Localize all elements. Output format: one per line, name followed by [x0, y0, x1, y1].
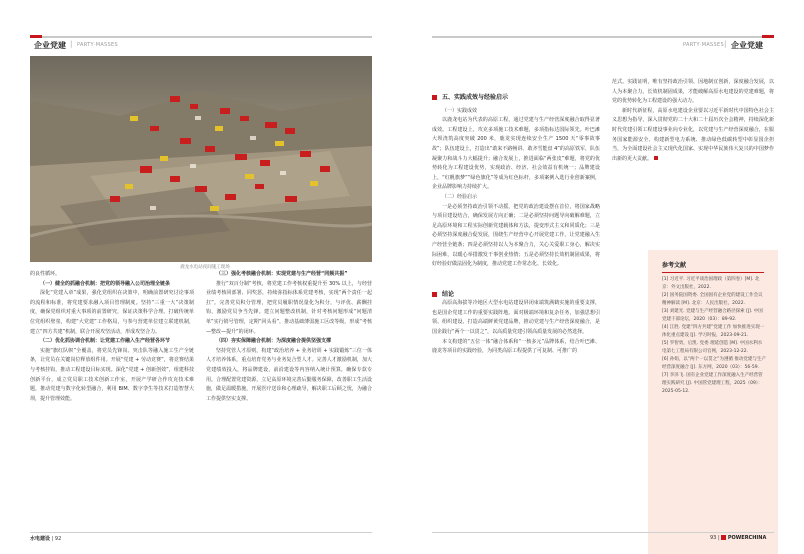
footer-left	[30, 535, 61, 542]
references-box	[648, 250, 778, 554]
right-sub-1: （一）实践成效	[442, 107, 478, 114]
reference-item: [4] 江胜. 党建“四方共建”党建工作 加快推进实现一体化重点建设 [J]. 学习时报，2023-09-21.	[662, 325, 765, 338]
footer-left-sep: |	[51, 536, 55, 542]
reference-item: [6] 孙娟，以“两个一以贯之”为遵循 推动党建与生产经营深度融合 [J]. 东方网，2020（03）：56-59.	[662, 357, 766, 370]
section-marker-icon	[432, 95, 437, 100]
reference-item: [5] 罗智勇，后凯. 党委 理延创造 [M]. 中国水利水电第七工程局有限公司官网，2023-12-22.	[662, 341, 763, 354]
middle-text-column	[206, 270, 372, 404]
references-list	[662, 276, 766, 396]
left-heading-1: （一）健全的抓融合机制：把党的领导融入公司治理全链条	[40, 280, 171, 287]
footer-right-sep: |	[717, 535, 722, 541]
footer-right	[710, 535, 766, 541]
left-para-2: 深化“党建入章”成果，强化党组织在决策中，明确前置研究讨论事项的流程和标准，将党建要求融入项目管理制度。坚持“三重一大”决策制度，确保党组织对重大事项的前置研究，保证决策科学合理。打破传统单位党组织壁垒，构建“大党建”工作格局，与参与营建单位建立联建机制，建立“四方共建”机制，联合开展攻坚活动，形成攻坚合力。	[30, 290, 194, 335]
mid-para-1: 推行“双百分制”考核，将党建工作考核权重提升至 30% 以上，与经营业绩考核同部署、同奖惩，持续弥指标体系党建考核，实现“两个责任一起扛”。完善党员积分管理，把党员履职情况量化为积分，与评优、薪酬挂钩，激励党员争当先锋。建立问题整改机制，针对考核问题形成“问题清单”实行销号管理，定期“回头看”，推动基础薄弱施工区改等级，形成“考核—整改—提升”的闭环。	[206, 280, 372, 335]
header-right-red-bar	[762, 35, 774, 38]
footer-left-brand: 水电建设	[30, 536, 51, 542]
right-sub-2: （二）经验启示	[442, 193, 478, 200]
reference-item: [2] 国务院国资委. 全国国有企业党的建设工作会议精神解读 [M]. 北京：人民出版社，2022.	[662, 293, 763, 306]
mid-heading-1: （三）强化考核融合机制：实现党建与生产经营“同频共振”	[216, 271, 348, 277]
references-title: 参考文献	[662, 262, 687, 269]
left-heading-2: （二）优化抓协调合机制：让党建工作融入生产经营各环节	[40, 338, 171, 345]
header-left-grey-bar	[42, 36, 372, 38]
header-right-divider: |	[724, 40, 727, 48]
section-5-title: 五、实践成效与经验启示	[442, 94, 509, 101]
footer-left-line	[30, 532, 372, 533]
powerchina-logo-icon	[721, 535, 726, 540]
section-5-heading	[432, 93, 600, 103]
far-para-1: 范式。实践证明，唯有坚持政治引领、因地制宜创新，深度融合发展，以人为本聚合力，长效机制固成果，才能破解高原水电建设的党建难题，将党的优势转化为工程建设的强大动力。	[612, 79, 774, 105]
right-para-3: 高原高海拔等冷地区大型水电站建设屏闭束端筑满鹤实施的重要支撑，也是国企党建工作的重要实践阵地。面对极端环境和复杂任务，加强思想引领、组织建设、打造高端鲜黄党建品牌，推动党建与生产经营深度融合，是国企践行“两个一以贯之”，以高质量党建引领高质量发展的必然选择。	[432, 300, 600, 336]
footer-right-line	[432, 532, 774, 533]
construction-site-photo	[30, 56, 372, 262]
footer-right-brand: POWERCHINA	[727, 535, 767, 541]
header-left-title: 企业党建	[34, 41, 66, 50]
header-left-red-bar	[30, 35, 42, 38]
right-text-column	[432, 93, 600, 357]
reference-item: [1] 习近平. 习近平谈治国理政（第四卷）[M]. 北京：外文出版社，2022.	[662, 277, 760, 290]
right-para-2: 一是必须坚持政治引领不动摇，把党的政治建设摆在首位，将国家战略与项目建设结合，确保发展方向正确；二是必须坚持问题导向破解难题，立足高原环境和工程实际创新党建载体和方法，提变形式主义和同质化；三是必须坚持深度融合促发展，围绕生产经营中心开展党建工作，让党建融入生产经营全链条；四是必须坚持以人为本聚合力，关心关爱职工身心，解决实际困难，以暖心举措激发干事创业热情；五是必须坚持长效机制固成果，将好经验好做法固化为制度，推动党建工作常态化、长效化。	[432, 203, 600, 268]
end-mark-icon	[654, 156, 658, 160]
mid-para-2: 坚持党管人才原则，构建“政治培养 + 业务培训 + 实践锻炼”三位一体人才培养体系，重点培育党务与业务复合型人才。完善人才激励机制，加大党建绩效投入，将品牌建设，前沿建设等内容纳入统计预算，确保专款专用。合理配置党建资源，立足高原环境完善后勤服务保障，改善职工生活设施，做足温暖措施，开展医疗送诊和心理疏导，解决职工后顾之忧，为融合工作提供坚实支撑。	[206, 347, 372, 402]
photo-caption: 鹿龙水电站夜间施工现场	[180, 265, 230, 270]
conclusion-title: 结论	[442, 290, 455, 298]
conclusion-heading	[432, 290, 600, 300]
header-left-divider: |	[70, 40, 73, 48]
section-marker-icon	[432, 292, 437, 297]
left-para-1: 的良性循环。	[30, 271, 61, 277]
mid-heading-2: （四）夯实保障融合机制：为深度融合提供坚强支撑	[216, 338, 332, 345]
far-para-2-text: 新时代新征程，高原水电建设企业要以习近平新时代中国特色社会主义思想为指导，深入贯彻党的二十大和二十届历次全会精神，持续深化新时代党建引领工程建设事业向专业化，以党建与生产经营深度融合，在服务国家能源安全、构建新型电力系统、推动绿色低碳转型中彰显国企担当，为全面建设社会主义现代化国家、实现中华民族伟大复兴的中国梦作出新的更大贡献。	[612, 107, 774, 162]
far-right-text-column	[612, 78, 774, 164]
header-right-subtitle: PARTY·MASSES	[683, 42, 724, 48]
far-para-2	[612, 107, 774, 165]
references-divider	[662, 272, 764, 273]
header-right-title: 企业党建	[731, 41, 763, 50]
footer-left-page: 92	[54, 536, 62, 542]
reference-item: [7] 李泽飞. 国有企业党建工作深度融入生产经营管理实践研究 [J]. 中国管党建理工程，2025（09）：2025-05-12.	[662, 373, 763, 394]
right-para-4: 本文构建的“五位一体”融合体系和“一核多元”品牌体系，结合叶巴滩、鹿龙等项目的实践经验，为同类高原工程提供了可复制、可推广的	[432, 338, 600, 355]
footer-right-page: 93	[710, 535, 717, 541]
right-para-1: 以鹿龙电站为代表的高原工程，通过党建与生产经营深度融合取得显著成效。工程建设上，攻克多项施工技术难题，多项指标达国际领先。叶巴滩大坝浇筑高度突破 200 米，鹿龙实现连续安全生产 1500 天“零事故事故”；队伍建设上，打造出“敢来不路畅讲、敢齐雪能盘 4”的高原铁军，队伍凝聚力和战斗力大幅提升；融合发展上，推进面临“两张皮”难题，将党的优势转化为工程建设优势，实现政治、经济、社会效益有机统一；品牌建设上，“红帆旗梦”“绿色旗化”等成为红色标杆，多项案例入选行业创新案例，企业品牌影响力持续扩大。	[432, 117, 600, 191]
reference-item: [3] 刘建光. 党建与生产经营融合路径探索 [J]. 中国党建干部论坛，2020（03）：89-92.	[662, 309, 763, 322]
left-text-column	[30, 270, 194, 404]
header-left-subtitle: PARTY·MASSES	[77, 42, 118, 48]
header-right-grey-bar	[432, 36, 762, 38]
left-para-3: 实施“旗红队帜”全覆盖，将党员先锋岗、突击队等融入施工生产全链条，让党员在关键岗位释放组件用。开展“党建 + 劳动竞赛”，将竞赛结果与考核挂钩，推动工程建设目标实现。深化“党建 + 创新创效”，组建科技创新平台，成立党员职工技术创新工作室，开展产学研合作攻克技术难题，推动党建与数字化转型融合，利用 BIM、数字孪生等技术打造智慧大坝，提升管理效能。	[30, 347, 194, 402]
